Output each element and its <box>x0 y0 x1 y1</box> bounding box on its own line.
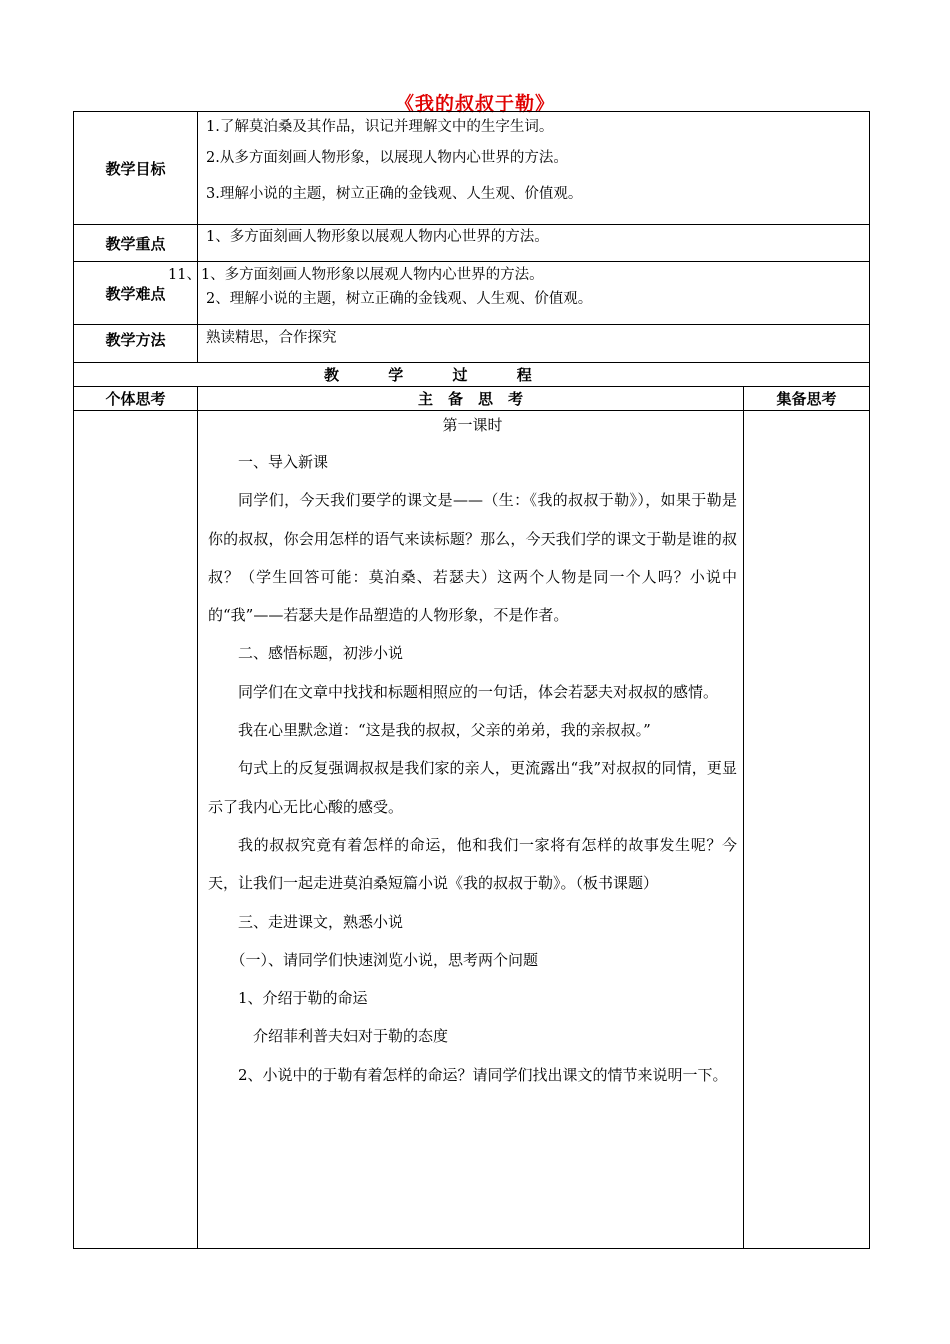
difficulties-row <box>74 262 870 325</box>
paragraph: 我的叔叔究竟有着怎样的命运，他和我们一家将有怎样的故事发生呢？今天，让我们一起走进莫泊桑短篇小说《我的叔叔于勒》。（板书课题） <box>208 835 737 893</box>
methods-label: 教学方法 <box>74 325 198 363</box>
paragraph: 同学们在文章中找找和标题相照应的一句话，体会若瑟夫对叔叔的感情。 <box>238 682 719 701</box>
process-header-row <box>74 363 870 387</box>
main-header: 主 备 思 考 <box>198 387 744 411</box>
difficulties-label: 教学难点 <box>74 262 198 325</box>
section-heading: 一、导入新课 <box>238 453 329 471</box>
keypoints-content <box>198 225 870 262</box>
process-char: 程 <box>516 366 532 384</box>
difficulty-item: 2、理解小说的主题，树立正确的金钱观、人生观、价值观。 <box>206 291 593 307</box>
goals-content <box>198 112 870 225</box>
difficulty-item: 11、1、多方面刻画人物形象以展观人物内心世界的方法。 <box>168 267 544 283</box>
individual-cell <box>74 411 198 1249</box>
document-title: 《我的叔叔于勒》 <box>394 93 555 115</box>
paragraph: 同学们，今天我们要学的课文是——（生：《我的叔叔于勒》），如果于勒是你的叔叔，你会用怎样的语气来读标题？那么，今天我们学的课文于勒是谁的叔叔？（学生回答可能：莫泊桑、若瑟夫）这两个人物是同一个人吗？小说中的“我”——若瑟夫是作品塑造的人物形象，不是作者。 <box>208 491 737 625</box>
collective-header: 集备思考 <box>744 387 870 411</box>
goal-item: 2.从多方面刻画人物形象，以展现人物内心世界的方法。 <box>206 150 568 166</box>
lesson-period: 第一课时 <box>442 416 503 434</box>
goal-item: 1.了解莫泊桑及其作品，识记并理解文中的生字生词。 <box>206 119 554 135</box>
section-heading: 三、走进课文，熟悉小说 <box>238 912 404 931</box>
difficulties-content <box>168 262 870 325</box>
main-content-cell <box>198 411 744 1249</box>
content-row <box>74 411 870 1249</box>
subsection-heading: （一）、请同学们快速浏览小说，思考两个问题 <box>230 950 539 969</box>
methods-content <box>198 325 870 363</box>
column-header-row <box>74 387 870 411</box>
list-item: 1、介绍于勒的命运 <box>238 989 368 1008</box>
individual-header: 个体思考 <box>74 387 198 411</box>
lesson-plan-table <box>73 111 870 1249</box>
methods-text: 熟读精思，合作探究 <box>206 330 337 346</box>
keypoints-label: 教学重点 <box>74 225 198 262</box>
keypoints-row <box>74 225 870 262</box>
methods-row <box>74 325 870 363</box>
collective-cell <box>744 411 870 1249</box>
keypoint-item: 1、多方面刻画人物形象以展观人物内心世界的方法。 <box>206 229 549 245</box>
list-item: 介绍菲利普夫妇对于勒的态度 <box>253 1027 449 1046</box>
goals-label: 教学目标 <box>74 112 198 225</box>
goal-item: 3.理解小说的主题，树立正确的金钱观、人生观、价值观。 <box>206 186 583 202</box>
process-char: 过 <box>452 366 468 384</box>
process-char: 学 <box>388 366 404 384</box>
section-heading: 二、感悟标题，初涉小说 <box>238 644 404 663</box>
paragraph: 句式上的反复强调叔叔是我们家的亲人，更流露出“我”对叔叔的同情，更显示了我内心无比心酸的感受。 <box>208 759 737 816</box>
goals-row <box>74 112 870 225</box>
list-item: 2、小说中的于勒有着怎样的命运？请同学们找出课文的情节来说明一下。 <box>238 1065 728 1084</box>
paragraph: 我在心里默念道：“这是我的叔叔，父亲的弟弟，我的亲叔叔。” <box>238 721 651 740</box>
process-char: 教 <box>324 366 340 384</box>
process-header <box>74 363 870 387</box>
